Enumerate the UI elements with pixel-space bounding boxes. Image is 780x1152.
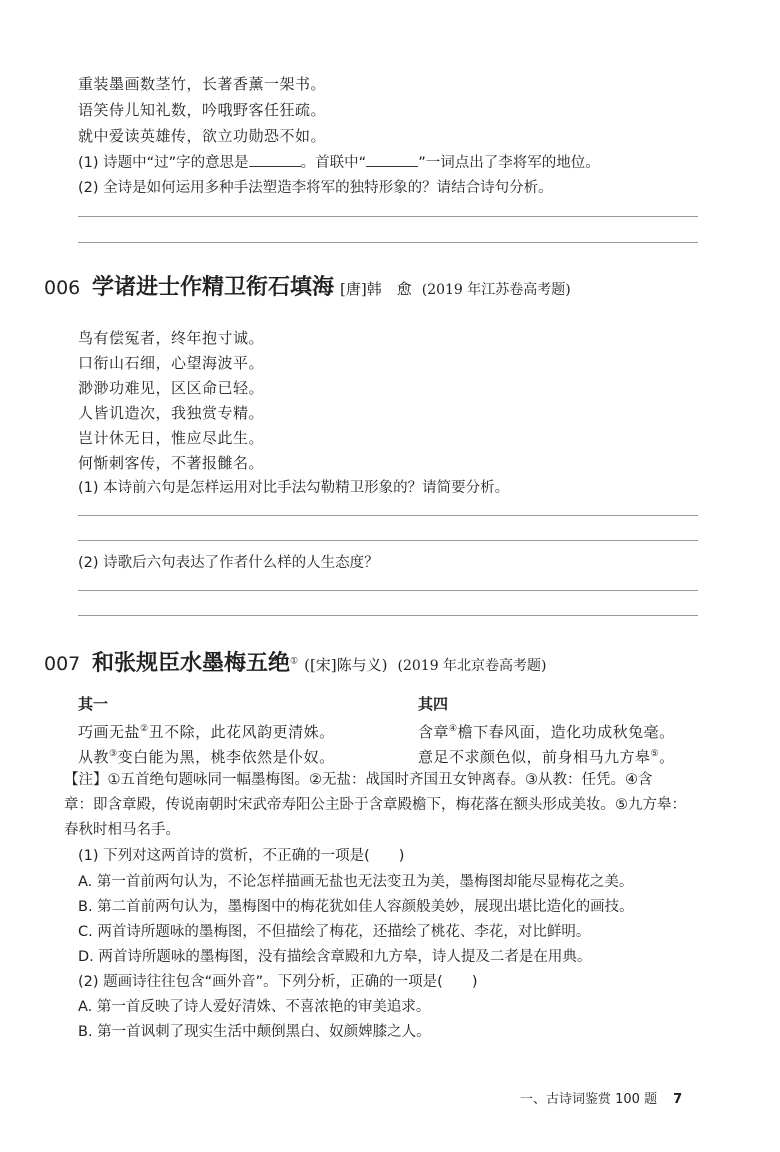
poem-line: 人皆讥造次，我独赏专精。 bbox=[78, 404, 265, 422]
prev-poem-line: 重装墨画数茎竹，长著香薰一架书。 bbox=[78, 75, 327, 93]
poem-text: 变白能为黑，桃李依然是仆奴。 bbox=[117, 748, 335, 766]
prev-q1-part-a: (1) 诗题中“过”字的意思是 bbox=[78, 155, 249, 171]
prev-q1-part-b: 。首联中“ bbox=[300, 155, 367, 171]
option-c[interactable]: C. 两首诗所题咏的墨梅图，不但描绘了梅花，还描绘了桃花、李花，对比鲜明。 bbox=[78, 924, 591, 940]
answer-blank[interactable] bbox=[366, 152, 418, 167]
poem-line: 渺渺功难见，区区命已轻。 bbox=[78, 379, 265, 397]
poem-line bbox=[78, 719, 335, 742]
answer-line bbox=[78, 515, 698, 516]
poem-subtitle-4: 其四 bbox=[418, 695, 449, 713]
poem-author: ([宋]陈与义) bbox=[304, 656, 388, 674]
poem-text: 。 bbox=[659, 748, 675, 766]
prev-poem-line: 语笑侍儿知礼数，吟哦野客任狂疏。 bbox=[78, 101, 327, 119]
poem-title: 学诸进士作精卫衔石填海 bbox=[92, 275, 335, 300]
section-007-header bbox=[44, 646, 547, 677]
prev-poem-line: 就中爱读英雄传，欲立功勋恐不如。 bbox=[78, 127, 327, 145]
prev-question-2: (2) 全诗是如何运用多种手法塑造李将军的独特形象的？请结合诗句分析。 bbox=[78, 180, 553, 196]
section-number: 007 bbox=[44, 653, 81, 675]
footnote-marker: ⑤ bbox=[650, 749, 660, 759]
poem-line bbox=[418, 719, 675, 742]
poem-line bbox=[418, 744, 675, 767]
answer-blank[interactable] bbox=[249, 152, 301, 167]
page-number: 7 bbox=[673, 1092, 683, 1107]
poem-line bbox=[78, 744, 335, 767]
poem-text: 丑不除，此花风韵更清姝。 bbox=[148, 723, 335, 741]
answer-line bbox=[78, 540, 698, 541]
poem-line: 岂计休无日，惟应尽此生。 bbox=[78, 429, 265, 447]
footnote-marker: ① bbox=[290, 656, 299, 667]
question-2: (2) 题画诗往往包含“画外音”。下列分析，正确的一项是( ) bbox=[78, 974, 478, 990]
answer-line bbox=[78, 216, 698, 217]
footnote-marker: ② bbox=[140, 724, 149, 734]
poem-text: 从教 bbox=[78, 748, 110, 766]
poem-text: 巧画无盐 bbox=[78, 723, 141, 741]
footnote-marker: ③ bbox=[109, 749, 118, 759]
poem-text: 意足不求颜色似，前身相马九方皋 bbox=[418, 748, 651, 766]
poem-line: 鸟有偿冤者，终年抱寸诚。 bbox=[78, 329, 265, 347]
question-source: (2019 年江苏卷高考题) bbox=[421, 282, 571, 298]
question-source: (2019 年北京卷高考题) bbox=[397, 658, 547, 674]
option-b[interactable]: B. 第一首讽刺了现实生活中颠倒黑白、奴颜婢膝之人。 bbox=[78, 1024, 431, 1040]
section-number: 006 bbox=[44, 277, 81, 299]
option-a[interactable]: A. 第一首反映了诗人爱好清姝、不喜浓艳的审美追求。 bbox=[78, 999, 431, 1015]
prev-question-1 bbox=[78, 152, 600, 173]
answer-line bbox=[78, 615, 698, 616]
footnote-marker: ④ bbox=[449, 724, 458, 734]
option-a[interactable]: A. 第一首前两句认为，不论怎样描画无盐也无法变丑为美，墨梅图却能尽显梅花之美。 bbox=[78, 874, 634, 890]
page-footer bbox=[520, 1088, 682, 1107]
poem-title: 和张规臣水墨梅五绝 bbox=[92, 651, 291, 676]
poem-line: 口衔山石细，心望海波平。 bbox=[78, 354, 265, 372]
answer-line bbox=[78, 590, 698, 591]
poem-line: 何惭刺客传，不著报雠名。 bbox=[78, 454, 265, 472]
option-d[interactable]: D. 两首诗所题咏的墨梅图，没有描绘含章殿和九方皋，诗人提及二者是在用典。 bbox=[78, 949, 592, 965]
poem-subtitle-1: 其一 bbox=[78, 695, 109, 713]
poem-author: [唐]韩 愈 bbox=[340, 280, 412, 298]
prev-q1-part-c: ”一词点出了李将军的地位。 bbox=[418, 155, 600, 171]
question-1: (1) 本诗前六句是怎样运用对比手法勾勒精卫形象的？请简要分析。 bbox=[78, 480, 510, 496]
option-b[interactable]: B. 第二首前两句认为，墨梅图中的梅花犹如佳人容颜般美妙，展现出堪比造化的画技。 bbox=[78, 899, 634, 915]
answer-line bbox=[78, 242, 698, 243]
annotation-line: 章：即含章殿，传说南朝时宋武帝寿阳公主卧于含章殿檐下，梅花落在额头形成美妆。⑤九方皋： bbox=[64, 797, 686, 813]
poem-text: 含章 bbox=[418, 723, 450, 741]
footer-section-title: 一、古诗词鉴赏 100 题 bbox=[520, 1092, 658, 1107]
question-1: (1) 下列对这两首诗的赏析，不正确的一项是( ) bbox=[78, 848, 405, 864]
poem-text: 檐下春风面，造化功成秋兔毫。 bbox=[457, 723, 675, 741]
question-2: (2) 诗歌后六句表达了作者什么样的人生态度？ bbox=[78, 555, 379, 571]
annotation-line: 春秋时相马名手。 bbox=[64, 822, 180, 838]
annotation-line: 【注】①五首绝句题咏同一幅墨梅图。②无盐：战国时齐国丑女钟离春。③从教：任凭。④含 bbox=[64, 772, 653, 788]
section-006-header bbox=[44, 270, 571, 301]
